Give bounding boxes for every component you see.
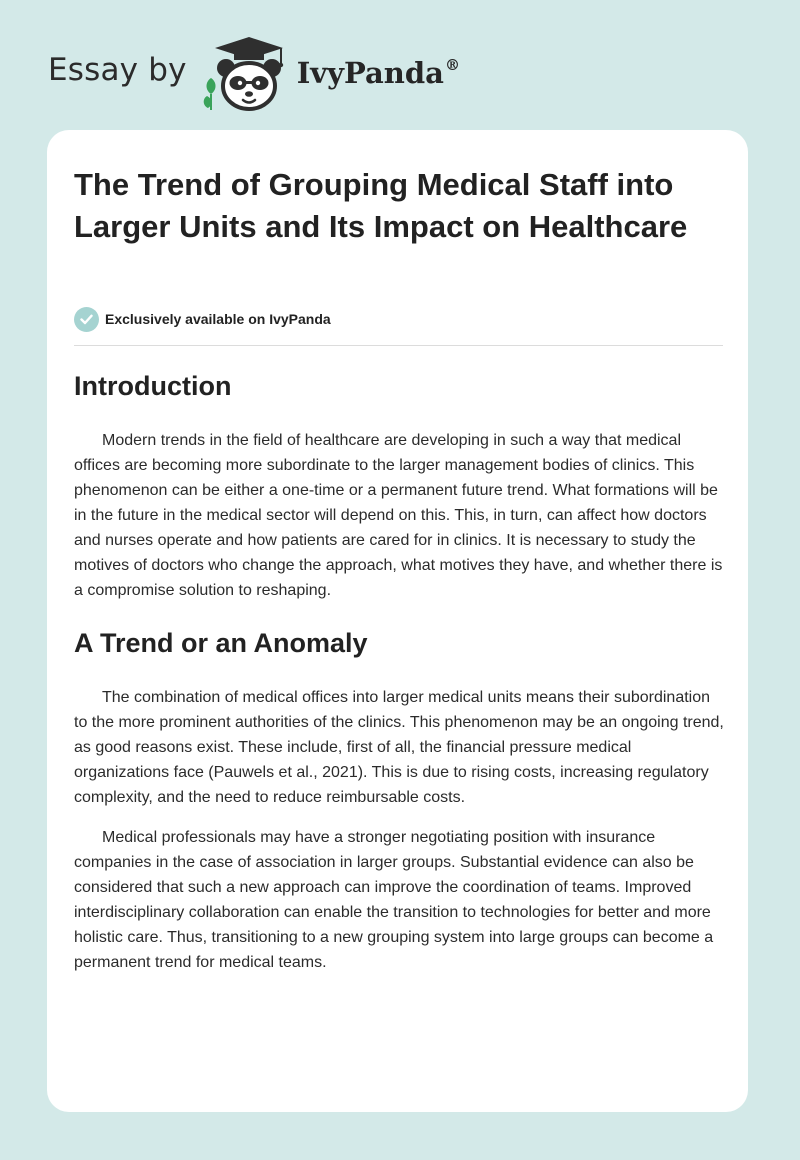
paragraph: Modern trends in the field of healthcare are developing in such a way that medical offices are becoming more subordinate to the larger management bodies of clinics. This phenomenon can be either a one-time or a permanent future trend. What formations will be in the future in the medical sector will depend on this. This, in turn, can affect how doctors and nurses operate and how patients are cared for in clinics. It is necessary to study the motives of doctors who change the approach, what motives they have, and whether there is a compromise solution to reshaping. [74,432,723,599]
exclusive-badge [74,306,331,332]
brand-name [297,56,460,90]
essay-title: The Trend of Grouping Medical Staff into Larger Units and Its Impact on Healthcare [74,167,688,244]
essay-body [74,366,724,975]
site-header [48,34,460,114]
brand-name-text: IvyPanda [296,56,444,90]
paragraph: The combination of medical offices into larger medical units means their subordination to the more prominent authorities of the clinics. This phenomenon may be an ongoing trend, as good reasons exist. These include, first of all, the financial pressure medical organizations face (Pauwels et al., 2021). This is due to rising costs, increasing regulatory complexity, and the need to reduce reimbursable costs. [74,689,724,806]
section-heading-introduction: Introduction [74,371,232,401]
registered-mark: ® [444,56,460,74]
essay-by-label: Essay by [48,52,187,88]
section-heading-trend-or-anomaly: A Trend or an Anomaly [74,628,368,658]
ivypanda-panda-logo-icon [201,34,293,114]
essay-card [47,130,748,1112]
paragraph: Medical professionals may have a stronger negotiating position with insurance companies in the case of association in larger groups. Substantial evidence can also be considered that such a new approach can improve the coordination of teams. Improved interdisciplinary collaboration can enable the transition to technologies for better and more holistic care. Thus, transitioning to a new grouping system into large groups can become a permanent trend for medical teams. [74,829,714,971]
exclusive-badge-label: Exclusively available on IvyPanda [105,311,331,327]
title-divider [74,345,723,346]
check-icon [74,307,99,332]
